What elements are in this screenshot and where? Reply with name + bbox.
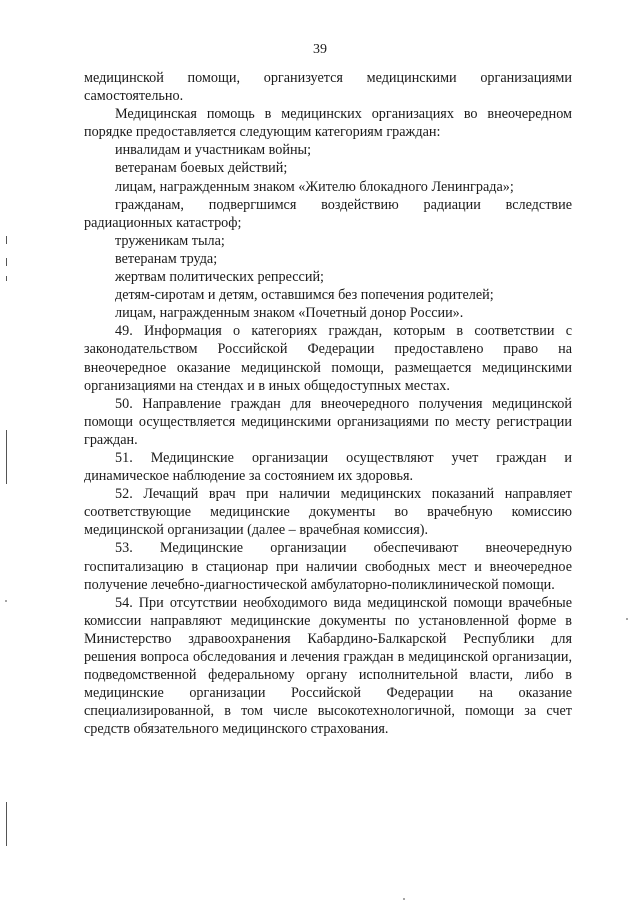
list-item-3: лицам, награжденным знаком «Жителю блокадного Ленинграда»; — [115, 178, 514, 195]
scan-mark — [6, 236, 7, 244]
list-item-6: ветеранам труда; — [115, 250, 218, 267]
scan-dot — [626, 618, 628, 620]
scan-dot — [5, 600, 7, 602]
clause-50: 50. Направление граждан для внеочередного получения медицинской помощи осуществляется медицинскими организациями по месту регистрации граждан. — [84, 395, 572, 448]
list-item-7: жертвам политических репрессий; — [115, 269, 324, 286]
clause-51: 51. Медицинские организации осуществляют учет граждан и динамическое наблюдение за состоянием их здоровья. — [84, 449, 572, 485]
clause-54: 54. При отсутствии необходимого вида медицинской помощи врачебные комиссии направляют медицинские документы по установленной форме в Министерство здравоохранения Кабардино-Балкарской Республики для решения вопроса обследования и лечения граждан в медицинской организации, подведомственной федеральному органу исполнительной власти, либо в медицинские организации Российской Федерации на оказание специализированной, в том числе высокотехнологичной, помощи за счет средств обязательного медицинского страхования. — [84, 594, 572, 738]
clause-52: 52. Лечащий врач при наличии медицинских показаний направляет соответствующие медицинские документы во врачебную комиссию медицинской организации (далее – врачебная комиссия). — [84, 486, 572, 539]
list-item-4: гражданам, подвергшимся воздействию радиации вследствие радиационных катастроф; — [84, 196, 572, 231]
page-number: 39 — [313, 42, 327, 57]
clause-49: 49. Информация о категориях граждан, которым в соответствии с законодательством Российской Федерации предоставлено право на внеочередное оказание медицинской помощи, размещается медицинскими организациями на стендах и в иных общедоступных местах. — [84, 323, 572, 394]
list-item-1: инвалидам и участникам войны; — [115, 142, 312, 159]
scan-mark — [6, 802, 7, 846]
list-item-8: детям-сиротам и детям, оставшимся без попечения родителей; — [115, 287, 494, 304]
scan-mark — [6, 276, 7, 281]
paragraph-2: Медицинская помощь в медицинских организациях во внеочередном порядке предоставляется следующим категориям граждан: — [84, 106, 572, 141]
scan-dot — [403, 898, 405, 900]
scan-mark — [6, 430, 7, 484]
list-item-9: лицам, награжденным знаком «Почетный донор России». — [115, 305, 464, 322]
list-item-2: ветеранам боевых действий; — [115, 160, 288, 177]
document-body — [84, 69, 572, 738]
scan-mark — [6, 258, 7, 266]
paragraph-1: медицинской помощи, организуется медицинскими организациями самостоятельно. — [84, 70, 572, 105]
clause-53: 53. Медицинские организации обеспечивают внеочередную госпитализацию в стационар при наличии свободных мест и внеочередное получение лечебно-диагностической амбулаторно-поликлинической помощи. — [84, 540, 572, 593]
list-item-5: труженикам тыла; — [115, 232, 225, 249]
